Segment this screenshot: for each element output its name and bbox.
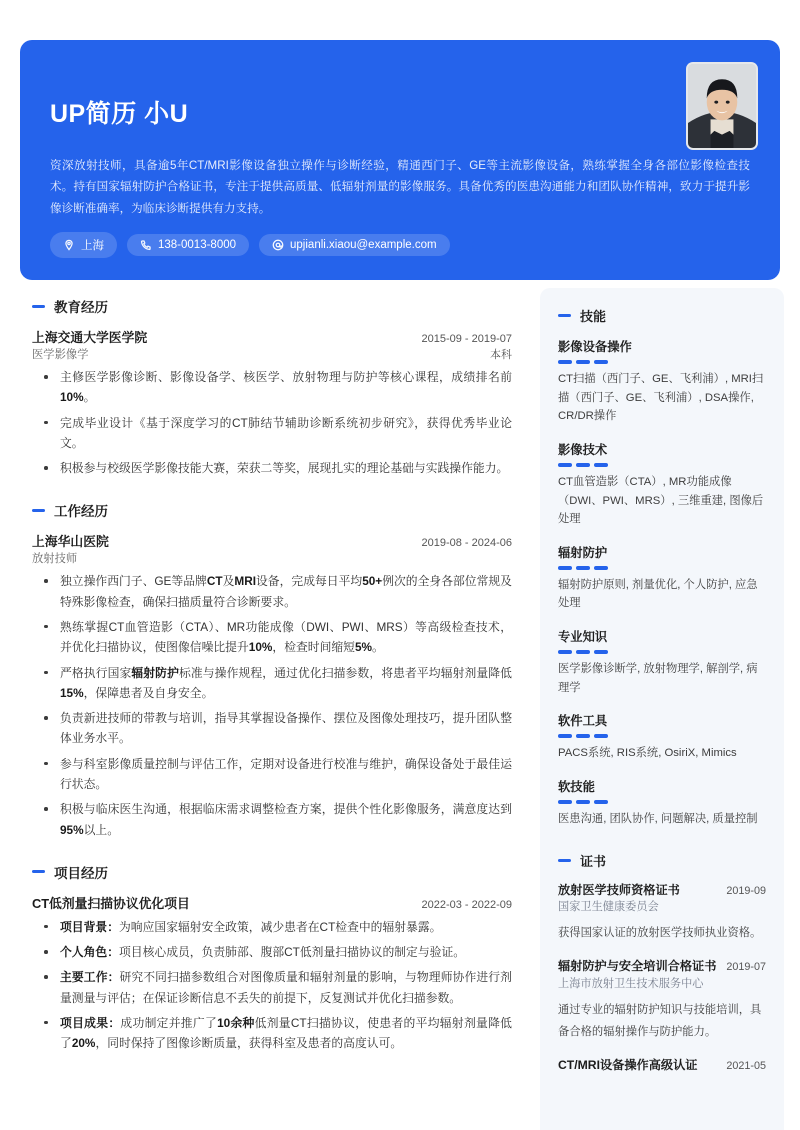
dash-icon	[558, 314, 571, 317]
skill-level-dash	[576, 800, 590, 804]
skill-description: 辐射防护原则, 剂量优化, 个人防护, 应急处理	[558, 578, 758, 610]
entry-subheader-row	[32, 346, 512, 362]
bullet-item: 个人角色：项目核心成员，负责肺部、腹部CT低剂量扫描协议的制定与验证。	[32, 942, 512, 962]
education-entry	[32, 327, 512, 478]
skill-description: PACS系统, RIS系统, OsiriX, Mimics	[558, 747, 737, 760]
skill-level-dash	[558, 463, 572, 467]
skill-level-indicator	[558, 463, 766, 467]
certificate-date: 2019-09	[726, 884, 766, 897]
entry-organization: CT低剂量扫描协议优化项目	[32, 895, 190, 911]
bullet-item: 积极与临床医生沟通，根据临床需求调整检查方案，提供个性化影像服务，满意度达到95%以上。	[32, 799, 512, 840]
section-work	[32, 500, 512, 839]
bullet-item: 负责新进技师的带教与培训，指导其掌握设备操作、摆位及图像处理技巧，提升团队整体业务水平。	[32, 708, 512, 749]
skill-level-indicator	[558, 734, 766, 738]
skill-level-dash	[594, 650, 608, 654]
page-title: UP简历 小U	[50, 100, 189, 128]
section-title-certificates	[558, 851, 766, 870]
skill-level-dash	[558, 360, 572, 364]
bullet-item: 熟练掌握CT血管造影（CTA）、MR功能成像（DWI、PWI、MRS）等高级检查技术，并优化扫描协议，使图像信噪比提升10%，检查时间缩短5%。	[32, 617, 512, 658]
entry-bullets	[32, 367, 512, 478]
skill-level-dash	[594, 360, 608, 364]
skill-level-dash	[594, 566, 608, 570]
main-column	[32, 296, 512, 1059]
bullet-item: 项目成果：成功制定并推广了10余种低剂量CT扫描协议，使患者的平均辐射剂量降低了20%，同时保持了图像诊断质量，获得科室及患者的高度认可。	[32, 1013, 512, 1054]
certificate-header-row	[558, 882, 766, 898]
skill-level-dash	[594, 463, 608, 467]
certificate-date: 2021-05	[726, 1059, 766, 1072]
section-title-text: 教育经历	[54, 300, 108, 315]
bullet-item: 严格执行国家辐射防护标准与操作规程，通过优化扫描参数，将患者平均辐射剂量降低15%，保障患者及自身安全。	[32, 663, 512, 704]
section-title-skills	[558, 306, 766, 325]
skill-level-dash	[576, 566, 590, 570]
project-entry	[32, 893, 512, 1054]
entry-bullets	[32, 571, 512, 839]
location-icon	[63, 239, 75, 251]
skill-description: CT血管造影（CTA）, MR功能成像（DWI、PWI、MRS）, 三维重建, 图像后处理	[558, 475, 764, 526]
work-entry	[32, 531, 512, 839]
certificate-issuer: 国家卫生健康委员会	[558, 900, 659, 913]
certificate-date: 2019-07	[726, 961, 766, 974]
skill-level-dash	[576, 463, 590, 467]
section-skills	[558, 306, 766, 829]
section-title-projects	[32, 862, 512, 882]
certificate-item	[558, 958, 766, 1043]
skill-level-dash	[558, 566, 572, 570]
certificate-header-row	[558, 1057, 766, 1073]
skills-list	[558, 337, 766, 829]
contact-location[interactable]	[50, 232, 117, 258]
entry-role: 放射技师	[32, 553, 78, 566]
dash-icon	[558, 859, 571, 862]
skill-item	[558, 777, 766, 829]
bullet-item: 项目背景：为响应国家辐射安全政策，减少患者在CT检查中的辐射暴露。	[32, 917, 512, 937]
entry-date: 2019-08 - 2024-06	[421, 537, 512, 550]
section-projects	[32, 862, 512, 1054]
certificate-description: 获得国家认证的放射医学技师执业资格。	[558, 927, 762, 940]
skill-level-dash	[558, 734, 572, 738]
certificate-name: 放射医学技师资格证书	[558, 882, 680, 897]
entry-degree: 本科	[490, 349, 512, 361]
avatar	[686, 62, 758, 150]
certificate-description: 通过专业的辐射防护知识与技能培训，具备合格的辐射操作与防护能力。	[558, 1003, 762, 1038]
skill-level-dash	[594, 800, 608, 804]
email-icon	[272, 239, 284, 251]
skill-name: 辐射防护	[558, 545, 608, 560]
bullet-item: 独立操作西门子、GE等品牌CT及MRI设备，完成每日平均50+例次的全身各部位常规及特殊影像检查，确保扫描质量符合诊断要求。	[32, 571, 512, 612]
skill-item	[558, 627, 766, 697]
section-title-text: 证书	[580, 853, 607, 869]
skill-level-dash	[558, 800, 572, 804]
skill-level-dash	[594, 734, 608, 738]
skill-level-indicator	[558, 360, 766, 364]
certificate-item	[558, 882, 766, 945]
entry-header-row	[32, 893, 512, 912]
section-title-education	[32, 296, 512, 316]
dash-icon	[32, 509, 45, 512]
section-certificates	[558, 851, 766, 1074]
dash-icon	[32, 305, 45, 308]
skill-name: 软件工具	[558, 714, 608, 729]
bullet-item: 主修医学影像诊断、影像设备学、核医学、放射物理与防护等核心课程，成绩排名前10%。	[32, 367, 512, 408]
entry-date: 2015-09 - 2019-07	[421, 333, 512, 345]
certificate-item	[558, 1057, 766, 1073]
skill-name: 影像设备操作	[558, 340, 632, 354]
contact-phone-text: 138-0013-8000	[158, 239, 237, 251]
skill-description: 医学影像诊断学, 放射物理学, 解剖学, 病理学	[558, 663, 758, 694]
section-title-text: 工作经历	[54, 504, 108, 520]
entry-bullets	[32, 917, 512, 1054]
contact-list	[50, 232, 450, 258]
certificate-name: CT/MRI设备操作高级认证	[558, 1057, 698, 1072]
sidebar	[540, 288, 784, 1130]
skill-description: 医患沟通, 团队协作, 问题解决, 质量控制	[558, 812, 758, 825]
entry-header-row	[32, 531, 512, 550]
skill-level-dash	[576, 734, 590, 738]
skill-item	[558, 543, 766, 613]
contact-phone[interactable]	[127, 234, 249, 256]
skill-level-indicator	[558, 800, 766, 804]
skill-name: 软技能	[558, 779, 595, 794]
bullet-item: 参与科室影像质量控制与评估工作，定期对设备进行校准与维护，确保设备处于最佳运行状态。	[32, 754, 512, 795]
certificates-list	[558, 882, 766, 1074]
contact-email[interactable]	[259, 234, 450, 256]
certificate-header-row	[558, 958, 766, 974]
contact-location-text: 上海	[81, 240, 104, 252]
contact-email-text: upjianli.xiaou@example.com	[290, 239, 437, 251]
section-title-text: 技能	[580, 309, 607, 324]
bullet-item: 完成毕业设计《基于深度学习的CT肺结节辅助诊断系统初步研究》，获得优秀毕业论文。	[32, 413, 512, 454]
skill-name: 专业知识	[558, 630, 608, 644]
entry-header-row	[32, 327, 512, 346]
skill-level-dash	[576, 650, 590, 654]
skill-item	[558, 440, 766, 529]
entry-organization: 上海交通大学医学院	[32, 330, 148, 345]
skill-level-indicator	[558, 650, 766, 654]
entry-date: 2022-03 - 2022-09	[421, 898, 512, 911]
bullet-item: 主要工作：研究不同扫描参数组合对图像质量和辐射剂量的影响，与物理师协作进行剂量测量与评估；在保证诊断信息不丢失的前提下，反复测试并优化扫描参数。	[32, 967, 512, 1008]
skill-description: CT扫描（西门子、GE、飞利浦）, MRI扫描（西门子、GE、飞利浦）, DSA操作, CR/DR操作	[558, 373, 764, 423]
entry-role: 医学影像学	[32, 349, 89, 361]
dash-icon	[32, 870, 45, 873]
entry-organization: 上海华山医院	[32, 534, 109, 550]
certificate-issuer: 上海市放射卫生技术服务中心	[558, 977, 704, 990]
skill-level-dash	[558, 650, 572, 654]
certificate-name: 辐射防护与安全培训合格证书	[558, 959, 717, 974]
skill-level-indicator	[558, 566, 766, 570]
bullet-item: 积极参与校级医学影像技能大赛，荣获二等奖，展现扎实的理论基础与实践操作能力。	[32, 458, 512, 478]
section-title-work	[32, 500, 512, 520]
resume-header	[20, 40, 780, 280]
skill-level-dash	[576, 360, 590, 364]
section-title-text: 项目经历	[54, 865, 108, 881]
entry-subheader-row	[32, 550, 512, 566]
skill-name: 影像技术	[558, 442, 608, 457]
phone-icon	[140, 239, 152, 251]
skill-item	[558, 337, 766, 426]
skill-item	[558, 711, 766, 763]
profile-summary: 资深放射技师，具备逾5年CT/MRI影像设备独立操作与诊断经验，精通西门子、GE等主流影像设备，熟练掌握全身各部位影像检查技术。持有国家辐射防护合格证书，专注于提供高质量、低辐射剂量的影像服务。具备优秀的医患沟通能力和团队协作精神，致力于提升影像诊断准确率，为临床诊断提供有力支持。	[50, 159, 750, 215]
section-education	[32, 296, 512, 478]
